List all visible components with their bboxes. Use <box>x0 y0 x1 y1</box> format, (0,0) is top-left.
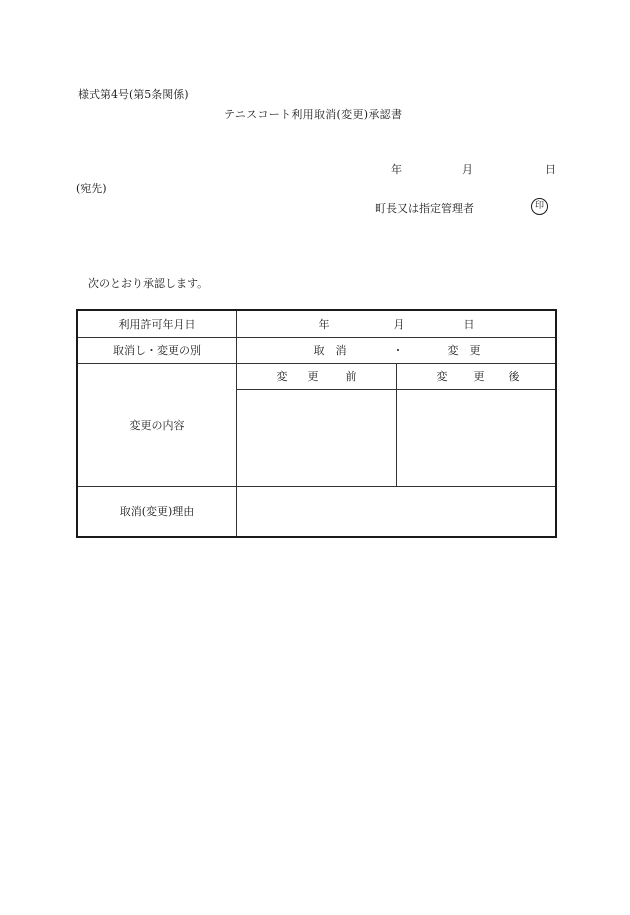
cancel-option[interactable]: 取 消 <box>313 344 347 357</box>
date-day-label: 日 <box>545 163 556 176</box>
before-change-header-char-1: 変 <box>276 370 288 383</box>
approval-form-table <box>76 309 557 538</box>
option-separator: ・ <box>392 344 404 357</box>
change-option[interactable]: 変 更 <box>447 344 481 357</box>
date-month-label: 月 <box>462 163 473 176</box>
before-change-header-char-3: 前 <box>345 370 357 383</box>
form-number: 様式第4号(第5条関係) <box>78 88 189 101</box>
document-title: テニスコート利用取消(変更)承認書 <box>224 108 403 121</box>
after-change-field[interactable] <box>397 390 555 486</box>
before-change-field[interactable] <box>237 390 396 486</box>
after-change-header-char-2: 更 <box>473 370 485 383</box>
permit-date-label: 利用許可年月日 <box>118 318 196 331</box>
permit-date-month: 月 <box>393 318 405 331</box>
change-details-label: 変更の内容 <box>129 418 185 432</box>
after-change-header-char-1: 変 <box>436 370 448 383</box>
intro-text: 次のとおり承認します。 <box>88 277 209 290</box>
issuer-name: 町長又は指定管理者 <box>375 202 474 215</box>
addressee-label: (宛先) <box>76 182 107 195</box>
reason-field[interactable] <box>237 487 555 536</box>
permit-date-year: 年 <box>318 318 330 331</box>
date-year-label: 年 <box>391 163 402 176</box>
after-change-header-char-3: 後 <box>508 370 520 383</box>
cancel-or-change-label: 取消し・変更の別 <box>113 344 201 357</box>
reason-label: 取消(変更)理由 <box>119 505 195 518</box>
seal-icon: 印 <box>531 198 548 215</box>
permit-date-day: 日 <box>463 318 475 331</box>
before-change-header-char-2: 更 <box>307 370 319 383</box>
